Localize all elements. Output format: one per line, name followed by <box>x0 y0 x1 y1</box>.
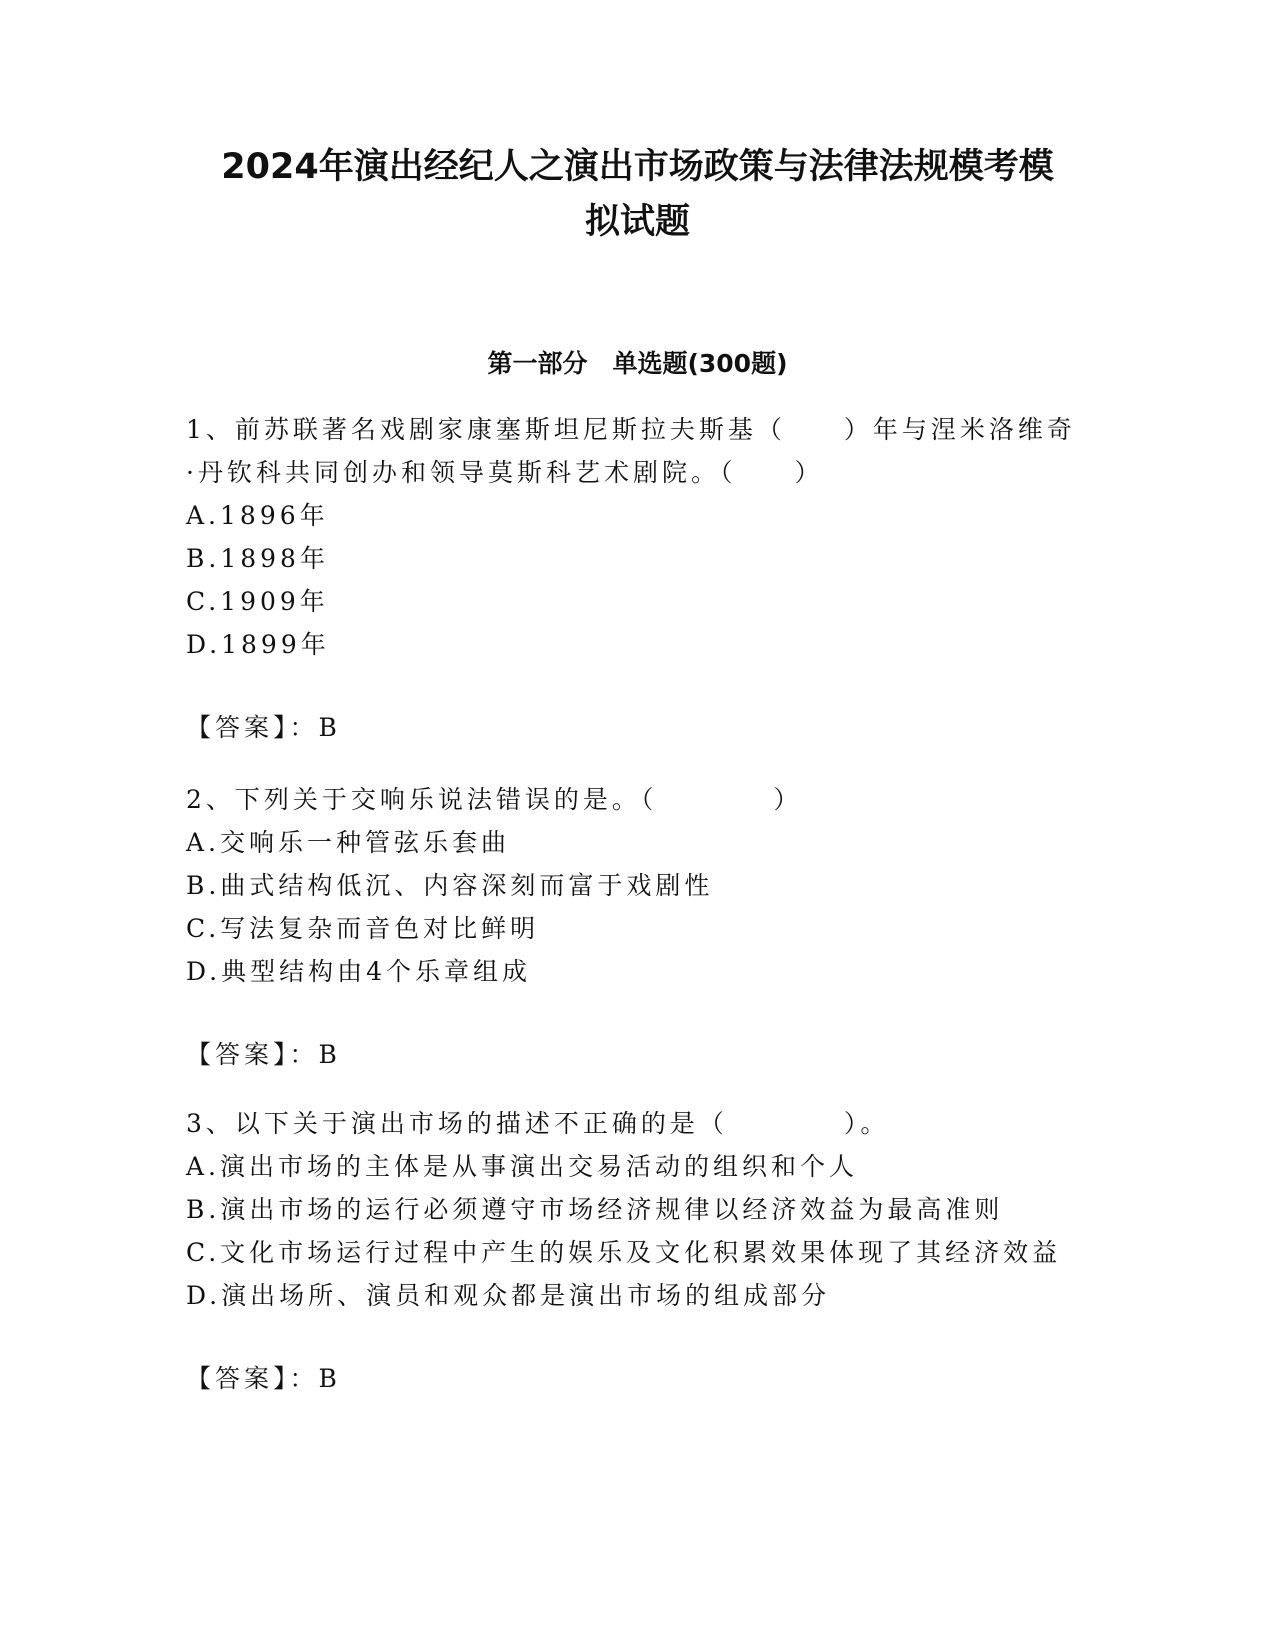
question-stem <box>186 408 1076 494</box>
question-3 <box>186 1102 1076 1400</box>
option-a: A.交响乐一种管弦乐套曲 <box>186 828 511 857</box>
option-d: D.演出场所、演员和观众都是演出市场的组成部分 <box>186 1281 831 1310</box>
question-stem-line-2: ·丹钦科共同创办和领导莫斯科艺术剧院。（ ） <box>186 458 824 487</box>
answer-line <box>186 1033 1076 1076</box>
option-c: C.1909年 <box>186 587 329 616</box>
section-title: 第一部分 单选题(300题) <box>487 349 788 378</box>
document-title <box>160 140 1115 250</box>
option-b: B.曲式结构低沉、内容深刻而富于戏剧性 <box>186 871 714 900</box>
answer-line <box>186 706 1076 749</box>
answer-label: 【答案】 <box>186 1364 290 1393</box>
answer-value: B <box>318 1364 341 1393</box>
answer-line <box>186 1357 1076 1400</box>
answer-label: 【答案】 <box>186 1040 290 1069</box>
option-b: B.1898年 <box>186 544 329 573</box>
answer-value: B <box>318 713 341 742</box>
document-title-line-2: 拟试题 <box>584 202 690 242</box>
document-title-line-1: 2024年演出经纪人之演出市场政策与法律法规模考模 <box>221 147 1054 187</box>
option-d: D.1899年 <box>186 630 330 659</box>
answer-separator: ： <box>289 1364 319 1393</box>
question-1 <box>186 408 1076 749</box>
question-stem: 2、下列关于交响乐说法错误的是。（ ） <box>186 785 803 814</box>
option-a: A.1896年 <box>186 501 329 530</box>
answer-separator: ： <box>289 1040 319 1069</box>
option-c: C.文化市场运行过程中产生的娱乐及文化积累效果体现了其经济效益 <box>186 1238 1062 1267</box>
question-2 <box>186 778 1076 1076</box>
question-stem: 3、以下关于演出市场的描述不正确的是（ ）。 <box>186 1109 890 1138</box>
answer-separator: ： <box>289 713 319 742</box>
question-stem-line-1: 1、前苏联著名戏剧家康塞斯坦尼斯拉夫斯基（ ）年与涅米洛维奇 <box>186 415 1076 444</box>
option-a: A.演出市场的主体是从事演出交易活动的组织和个人 <box>186 1152 859 1181</box>
answer-value: B <box>318 1040 341 1069</box>
option-d: D.典型结构由4个乐章组成 <box>186 957 532 986</box>
answer-label: 【答案】 <box>186 713 290 742</box>
option-c: C.写法复杂而音色对比鲜明 <box>186 914 540 943</box>
option-b: B.演出市场的运行必须遵守市场经济规律以经济效益为最高准则 <box>186 1195 1004 1224</box>
